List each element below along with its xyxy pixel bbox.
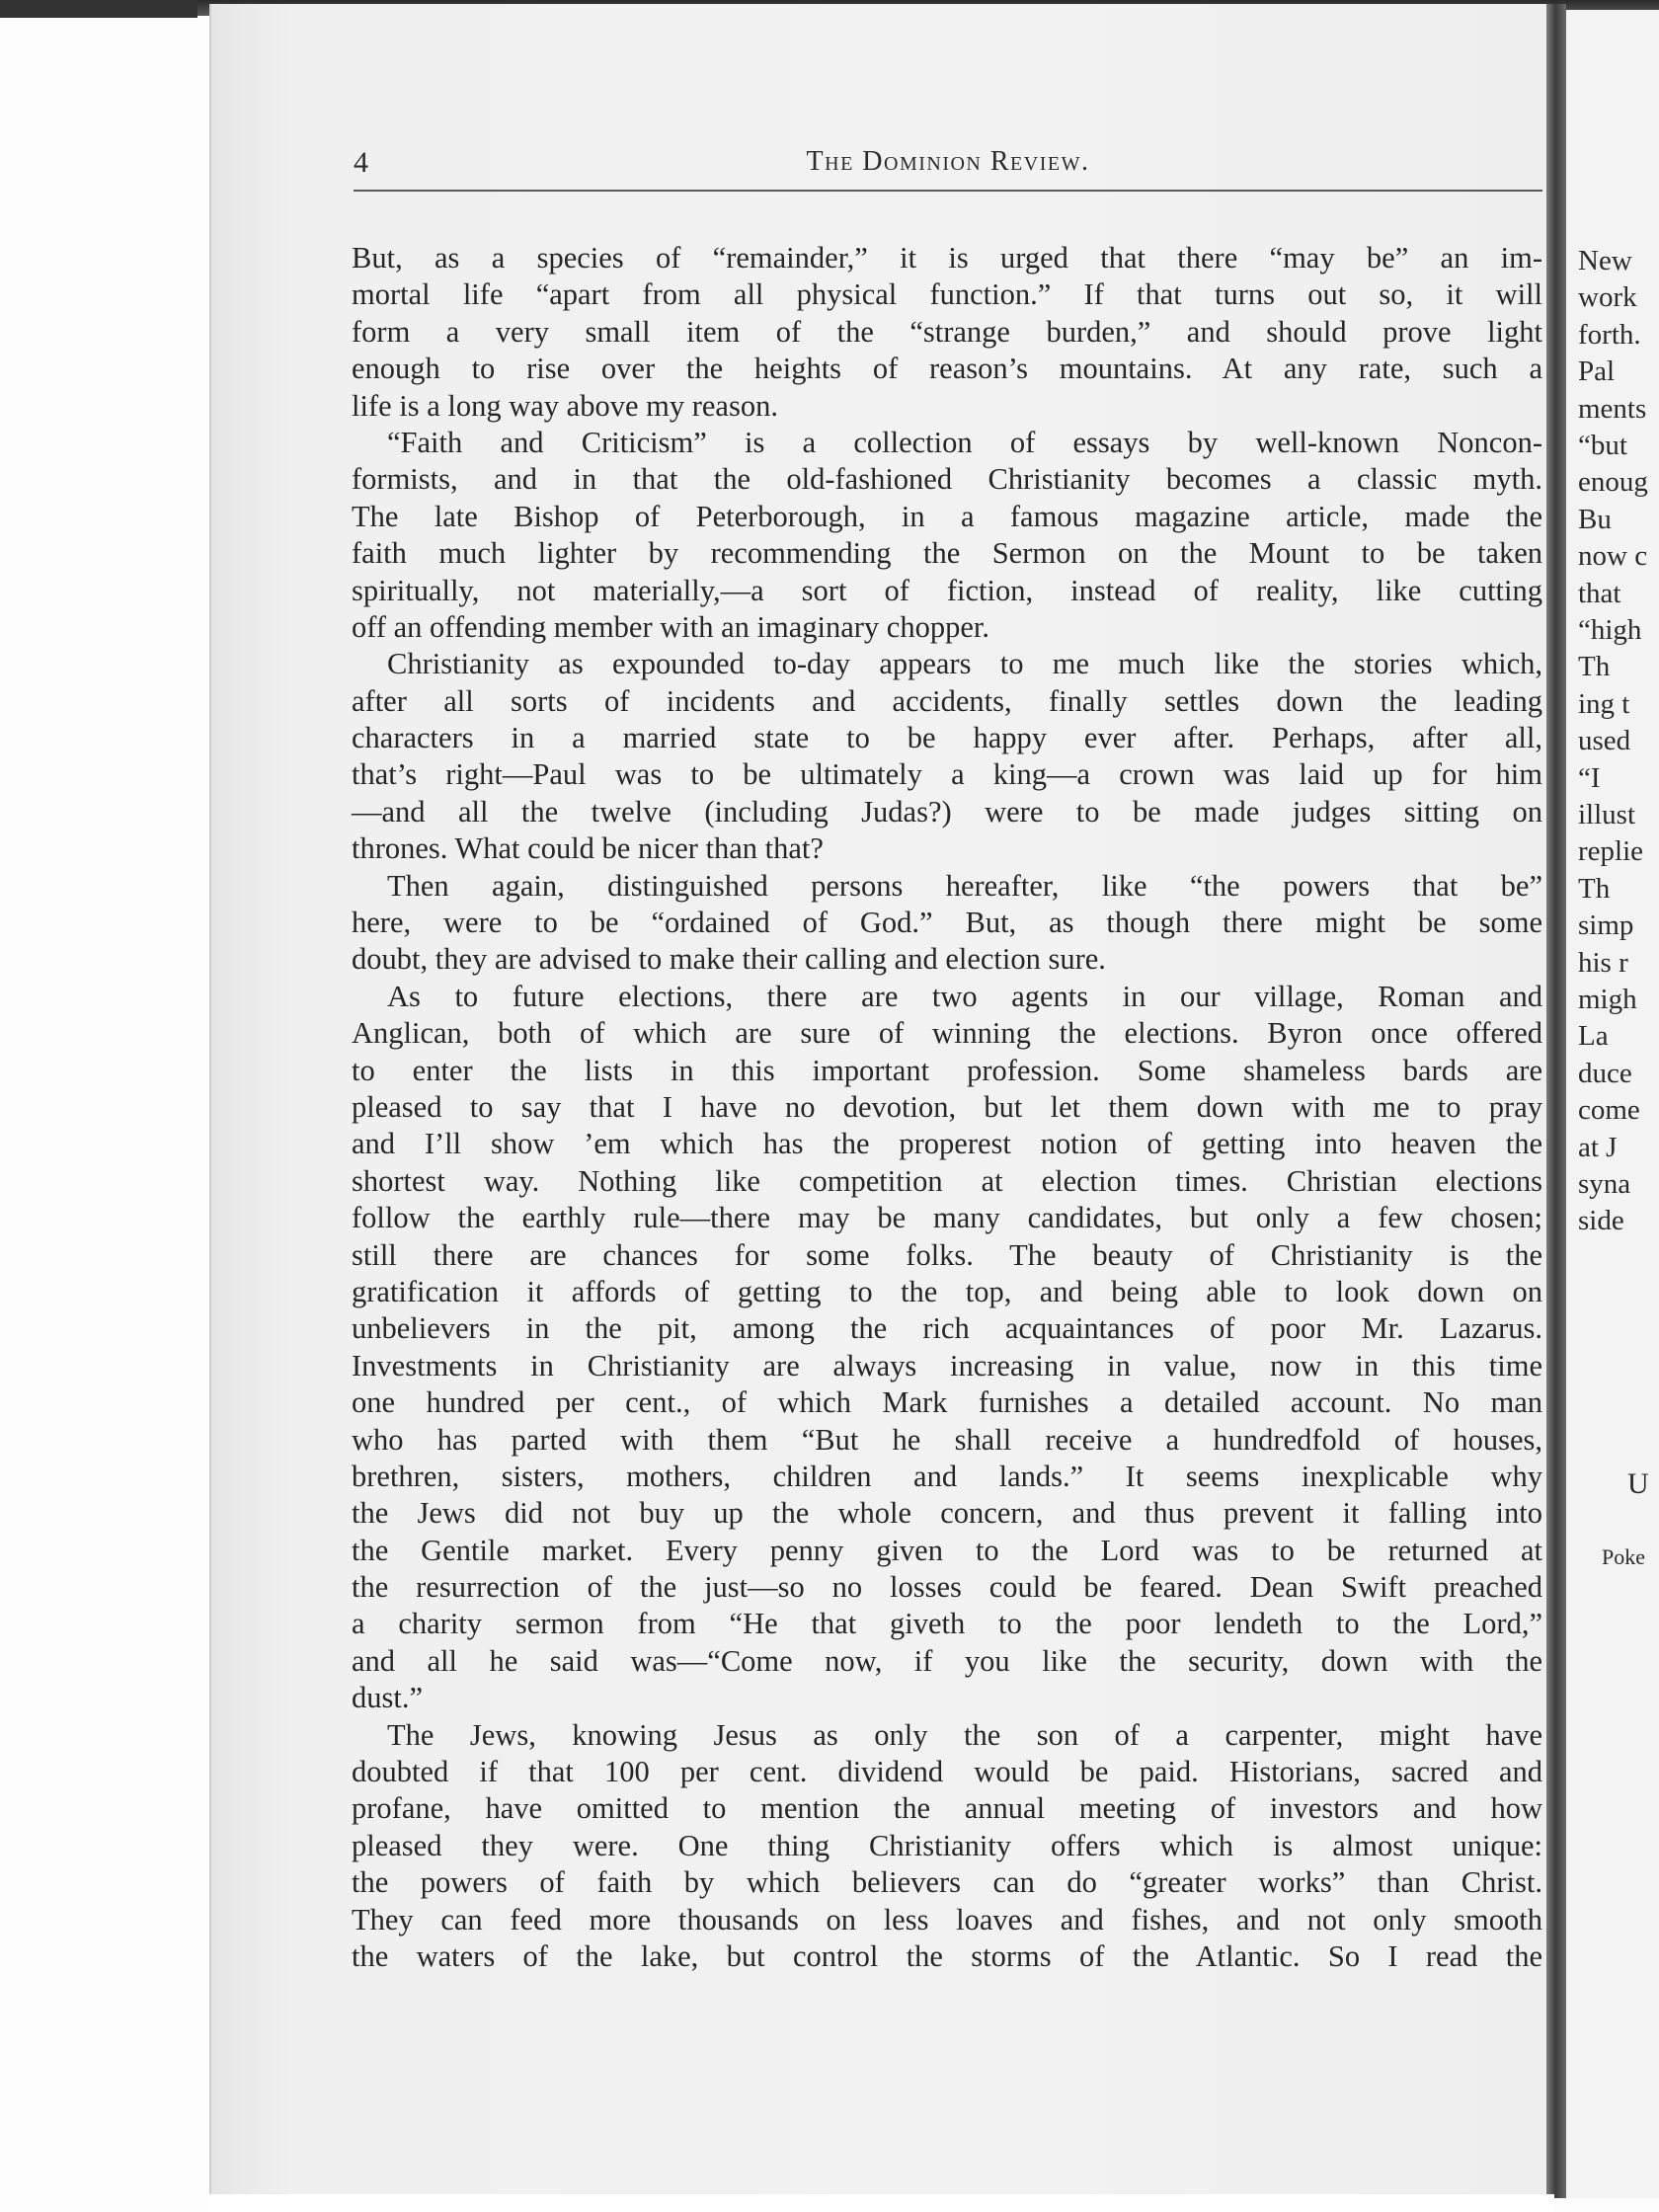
header-rule bbox=[354, 190, 1542, 192]
text-line: here, were to be “ordained of God.” But, as though there might be some bbox=[352, 906, 1542, 940]
text-line: the Gentile market. Every penny given to the Lord was to be returned at bbox=[352, 1533, 1542, 1567]
text-line: spiritually, not materially,—a sort of fiction, instead of reality, like cutting bbox=[352, 573, 1542, 607]
text-line: and I’ll show ’em which has the properest notion of getting into heaven the bbox=[352, 1127, 1542, 1161]
facing-page-fragment: at J bbox=[1578, 1131, 1618, 1163]
text-line: “Faith and Criticism” is a collection of essays by well-known Noncon- bbox=[387, 425, 1542, 459]
text-line: a charity sermon from “He that giveth to the poor lendeth to the Lord,” bbox=[352, 1607, 1542, 1641]
text-line: Anglican, both of which are sure of winning the elections. Byron once offered bbox=[352, 1016, 1542, 1051]
text-line: As to future elections, there are two agents in our village, Roman and bbox=[387, 979, 1542, 1013]
text-line: gratification it affords of getting to the top, and being able to look down on bbox=[352, 1274, 1542, 1308]
facing-page-fragment: “high bbox=[1578, 614, 1642, 646]
text-line: who has parted with them “But he shall receive a hundredfold of houses, bbox=[352, 1422, 1542, 1457]
text-line: Christianity as expounded to-day appears to me much like the stories which, bbox=[387, 647, 1542, 681]
facing-page-fragment-poke: Poke bbox=[1602, 1544, 1645, 1569]
facing-page-fragment: enoug bbox=[1578, 466, 1648, 499]
text-line: enough to rise over the heights of reason’s mountains. At any rate, such a bbox=[352, 352, 1542, 386]
facing-page-fragment: Th bbox=[1578, 651, 1611, 683]
text-line: pleased to say that I have no devotion, but let them down with me to pray bbox=[352, 1089, 1542, 1124]
text-line: form a very small item of the “strange burden,” and should prove light bbox=[352, 314, 1542, 349]
text-line: They can feed more thousands on less loaves and fishes, and not only smooth bbox=[352, 1902, 1542, 1936]
page-bottom-margin bbox=[209, 2194, 1554, 2212]
facing-page-fragment: “I bbox=[1578, 761, 1601, 794]
text-line: The Jews, knowing Jesus as only the son of a carpenter, might have bbox=[387, 1717, 1542, 1752]
text-line: thrones. What could be nicer than that? bbox=[352, 831, 824, 866]
facing-page-fragment: side bbox=[1578, 1205, 1624, 1237]
text-line: the waters of the lake, but control the storms of the Atlantic. So I read the bbox=[352, 1938, 1542, 1973]
text-line: that’s right—Paul was to be ultimately a king—a crown was laid up for him bbox=[352, 757, 1542, 792]
text-line: Then again, distinguished persons hereafter, like “the powers that be” bbox=[387, 868, 1542, 903]
text-line: to enter the lists in this important profession. Some shameless bards are bbox=[352, 1053, 1542, 1087]
text-line: after all sorts of incidents and accidents, finally settles down the leading bbox=[352, 683, 1542, 718]
running-header bbox=[354, 144, 1542, 184]
facing-page-fragment: New bbox=[1578, 245, 1632, 276]
facing-page-fragment: forth. bbox=[1578, 318, 1641, 351]
facing-page-edge bbox=[1566, 10, 1659, 2198]
book-gutter bbox=[1546, 4, 1566, 2198]
text-line: off an offending member with an imaginary chopper. bbox=[352, 609, 989, 644]
facing-page-fragment: his r bbox=[1578, 946, 1628, 979]
facing-page-fragment: syna bbox=[1578, 1168, 1631, 1200]
text-line: one hundred per cent., of which Mark furnishes a detailed account. No man bbox=[352, 1385, 1542, 1420]
text-line: life is a long way above my reason. bbox=[352, 388, 778, 423]
text-line: profane, have omitted to mention the annual meeting of investors and how bbox=[352, 1791, 1542, 1826]
facing-page-fragment: that bbox=[1578, 577, 1621, 609]
page-number: 4 bbox=[354, 146, 368, 179]
text-line: dust.” bbox=[352, 1681, 424, 1715]
facing-page-fragment: “but bbox=[1578, 430, 1627, 461]
text-line: the Jews did not buy up the whole concern, and thus prevent it falling into bbox=[352, 1496, 1542, 1531]
text-line: formists, and in that the old-fashioned Christianity becomes a classic myth. bbox=[352, 462, 1542, 497]
text-line: —and all the twelve (including Judas?) were to be made judges sitting on bbox=[352, 794, 1542, 829]
article-body bbox=[352, 240, 1542, 1975]
text-line: mortal life “apart from all physical function.” If that turns out so, it will bbox=[352, 277, 1542, 312]
facing-page-fragment: duce bbox=[1578, 1057, 1632, 1089]
facing-page-fragment: work bbox=[1578, 281, 1637, 314]
text-line: doubted if that 100 per cent. dividend would be paid. Historians, sacred and bbox=[352, 1755, 1542, 1789]
facing-page-fragment: replie bbox=[1578, 835, 1644, 868]
facing-page-fragment: illust bbox=[1578, 799, 1636, 830]
text-line: shortest way. Nothing like competition at election times. Christian elections bbox=[352, 1163, 1542, 1198]
text-line: still there are chances for some folks. The beauty of Christianity is the bbox=[352, 1237, 1542, 1272]
text-line: pleased they were. One thing Christianity offers which is almost unique: bbox=[352, 1828, 1542, 1862]
text-line: follow the earthly rule—there may be many candidates, but only a few chosen; bbox=[352, 1201, 1542, 1235]
facing-page-fragment-u: U bbox=[1627, 1467, 1649, 1500]
facing-page-fragment: La bbox=[1578, 1020, 1609, 1053]
text-line: Investments in Christianity are always increasing in value, now in this time bbox=[352, 1348, 1542, 1382]
facing-page-fragment: Bu bbox=[1578, 503, 1612, 535]
text-line: The late Bishop of Peterborough, in a famous magazine article, made the bbox=[352, 499, 1542, 533]
text-line: unbelievers in the pit, among the rich acquaintances of poor Mr. Lazarus. bbox=[352, 1311, 1542, 1346]
scan-corner-shadow bbox=[0, 0, 198, 18]
text-line: the powers of faith by which believers can do “greater works” than Christ. bbox=[352, 1865, 1542, 1900]
facing-page-fragment: Pal bbox=[1578, 356, 1616, 388]
facing-page-fragment: now c bbox=[1578, 540, 1648, 573]
facing-page-fragment: used bbox=[1578, 725, 1631, 757]
text-line: characters in a married state to be happy ever after. Perhaps, after all, bbox=[352, 721, 1542, 755]
text-line: doubt, they are advised to make their calling and election sure. bbox=[352, 942, 1106, 977]
text-line: But, as a species of “remainder,” it is urged that there “may be” an im- bbox=[352, 241, 1542, 275]
facing-page-fragment: ments bbox=[1578, 392, 1647, 425]
facing-page-fragment: Th bbox=[1578, 872, 1611, 905]
text-line: and all he said was—“Come now, if you like the security, down with the bbox=[352, 1643, 1542, 1678]
text-line: brethren, sisters, mothers, children and lands.” It seems inexplicable why bbox=[352, 1459, 1542, 1493]
text-line: the resurrection of the just—so no losses could be feared. Dean Swift preached bbox=[352, 1570, 1542, 1605]
facing-page-fragment: migh bbox=[1578, 984, 1637, 1015]
journal-title: The Dominion Review. bbox=[806, 146, 1090, 177]
facing-page-fragment: come bbox=[1578, 1094, 1640, 1127]
facing-page-fragment: ing t bbox=[1578, 687, 1630, 720]
facing-page-fragment: simp bbox=[1578, 909, 1634, 942]
text-line: faith much lighter by recommending the Sermon on the Mount to be taken bbox=[352, 536, 1542, 571]
